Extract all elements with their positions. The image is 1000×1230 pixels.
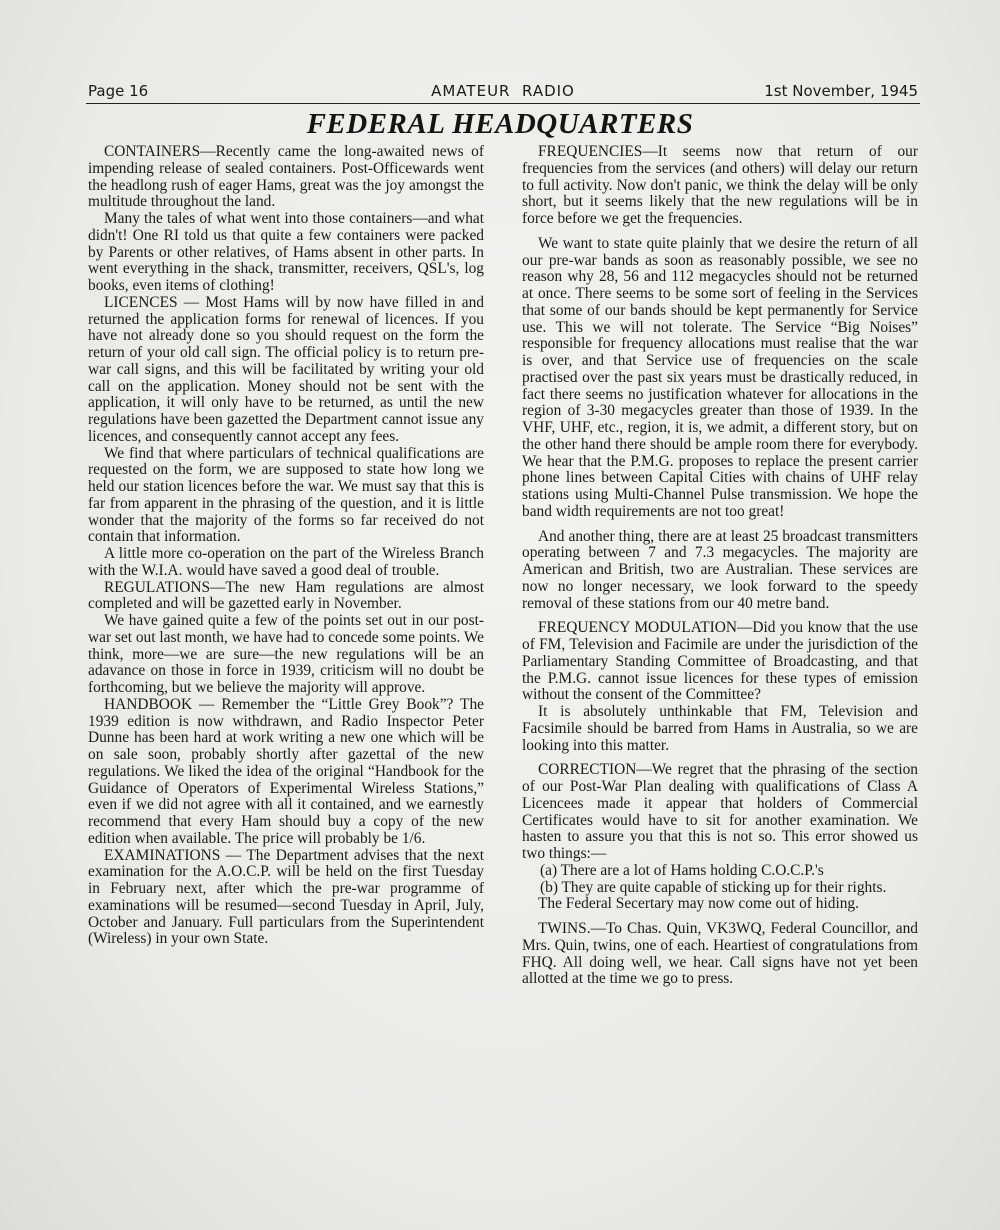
page-number: Page 16	[88, 82, 149, 100]
broadcast-transmitters-paragraph: And another thing, there are at least 25 broadcast transmitters operating between 7 and 7.3 megacycles. The majority are American and British, two are Australian. These services are now no longer necessary, we look forward to the speedy removal of these stations from our 40 metre band.	[522, 527, 918, 612]
correction-item-b: (b) They are quite capable of sticking up for their rights.	[540, 878, 887, 896]
correction-paragraph: CORRECTION—We regret that the phrasing of the section of our Post-War Plan dealing with qualifications of Class A Licencees made it appear that holders of Commercial Certificates would have to sit for another examination. We hasten to assure you that this is not so. This error showed us two things:—	[522, 761, 918, 862]
page-header	[88, 82, 918, 104]
correction-item-a: (a) There are a lot of Hams holding C.O.C.P.'s	[540, 861, 824, 879]
fm-unthinkable-paragraph: It is absolutely unthinkable that FM, Television and Facsimile should be barred from Hams in Australia, so we are looking into this matter.	[522, 703, 918, 754]
regulations-paragraph: REGULATIONS—The new Ham regulations are almost completed and will be gazetted early in November.	[88, 578, 484, 613]
twins-paragraph: TWINS.—To Chas. Quin, VK3WQ, Federal Councillor, and Mrs. Quin, twins, one of each. Heartiest of congratulations from FHQ. All doing well, we hear. Call signs have not yet been allotted at the time we go to press.	[522, 920, 918, 988]
regulations-points-paragraph: We have gained quite a few of the points set out in our post-war set out last month, we have had to concede some points. We think, more—we are sure—the new regulations will be an adavance on those in force in 1939, criticism will no doubt be forthcoming, but we believe the majority will approve.	[88, 612, 484, 696]
publication-name: AMATEUR RADIO	[431, 82, 575, 100]
containers-tales-paragraph: Many the tales of what went into those containers—and what didn't! One RI told us that quite a few containers were packed by Parents or other relatives, of Hams absent in other parts. In went everything in the shack, transmitter, receivers, QSL's, log books, even items of clothing!	[88, 210, 484, 294]
technical-qualifications-paragraph: We find that where particulars of technical qualifications are requested on the form, we are supposed to state how long we held our station licences before the war. We must say that this is far from apparent in the phrasing of the question, and it is little wonder that the majority of the forms so far received do not contain that information.	[88, 444, 484, 546]
frequency-modulation-paragraph: FREQUENCY MODULATION—Did you know that the use of FM, Television and Facimile are under the jurisdiction of the Parliamentary Standing Committee of Broadcasting, and that the P.M.G. cannot issue licences for these types of emission without the consent of the Committee?	[522, 619, 918, 704]
right-column	[522, 144, 918, 988]
correction-closing-paragraph: The Federal Secertary may now come out of hiding.	[538, 895, 859, 913]
issue-date: 1st November, 1945	[764, 82, 918, 100]
article-title: FEDERAL HEADQUARTERS	[306, 108, 694, 140]
examinations-paragraph: EXAMINATIONS — The Department advises that the next examination for the A.O.C.P. will be held on the first Tuesday in February next, after which the pre-war programme of examinations will be resumed—second Tuesday in April, July, October and January. Full particulars from the Superintendent (Wireless) in your own State.	[88, 846, 484, 948]
header-rule	[86, 103, 920, 104]
containers-paragraph: CONTAINERS—Recently came the long-awaited news of impending release of sealed containers. Post-Officewards went the headlong rush of eager Hams, great was the joy amongst the multitude throughout the land.	[88, 143, 484, 211]
cooperation-paragraph: A little more co-operation on the part of the Wireless Branch with the W.I.A. would have saved a good deal of trouble.	[88, 545, 484, 579]
left-column	[88, 144, 484, 948]
frequencies-paragraph: FREQUENCIES—It seems now that return of our frequencies from the services (and others) will delay our return to full activity. Now don't panic, we think the delay will be only short, but it seems likely that the new regulations will be in force before we get the frequencies.	[522, 143, 918, 227]
handbook-paragraph: HANDBOOK — Remember the “Little Grey Book”? The 1939 edition is now withdrawn, and Radio Inspector Peter Dunne has been hard at work writing a new one which will be on sale soon, probably shortly after gazettal of the new regulations. We liked the idea of the original “Handbook for the Guidance of Operators of Experimental Wireless Stations,” even if we did not agree with all it contained, and we earnestly recommend that every Ham should buy a copy of the new edition when available. The price will probably be 1/6.	[88, 695, 484, 847]
frequencies-bands-paragraph: We want to state quite plainly that we desire the return of all our pre-war bands as soon as reasonably possible, we see no reason why 28, 56 and 112 megacycles should not be returned at once. There seems to be some sort of feeling in the Services that some of our bands should be kept permanently for Service use. This we will not tolerate. The Service “Big Noises” responsible for frequency allocations must realise that the war is over, and that Service use of frequencies on the scale practised over the past six years must be drastically reduced, in fact there seems no justification whatever for allocations in the region of 3-30 megacycles greater than those of 1939. In the VHF, UHF, etc., region, it is, we admit, a different story, but on the other hand there should be ample room there for everybody. We hear that the P.M.G. proposes to replace the present carrier phone lines between Capital Cities with chains of UHF relay stations using Multi-Channel Pulse transmission. We hope the band width requirements are not too great!	[522, 234, 918, 520]
licences-paragraph: LICENCES — Most Hams will by now have filled in and returned the application forms for renewal of licences. If you have not already done so you should request on the form the return of your old call sign. The official policy is to return pre-war call signs, and this will be facilitated by writing your old call on the application. Money should not be sent with the application, it will only have to be returned, as until the new regulations have been gazetted the Department cannot issue any licences, and consequently cannot accept any fees.	[88, 293, 484, 445]
